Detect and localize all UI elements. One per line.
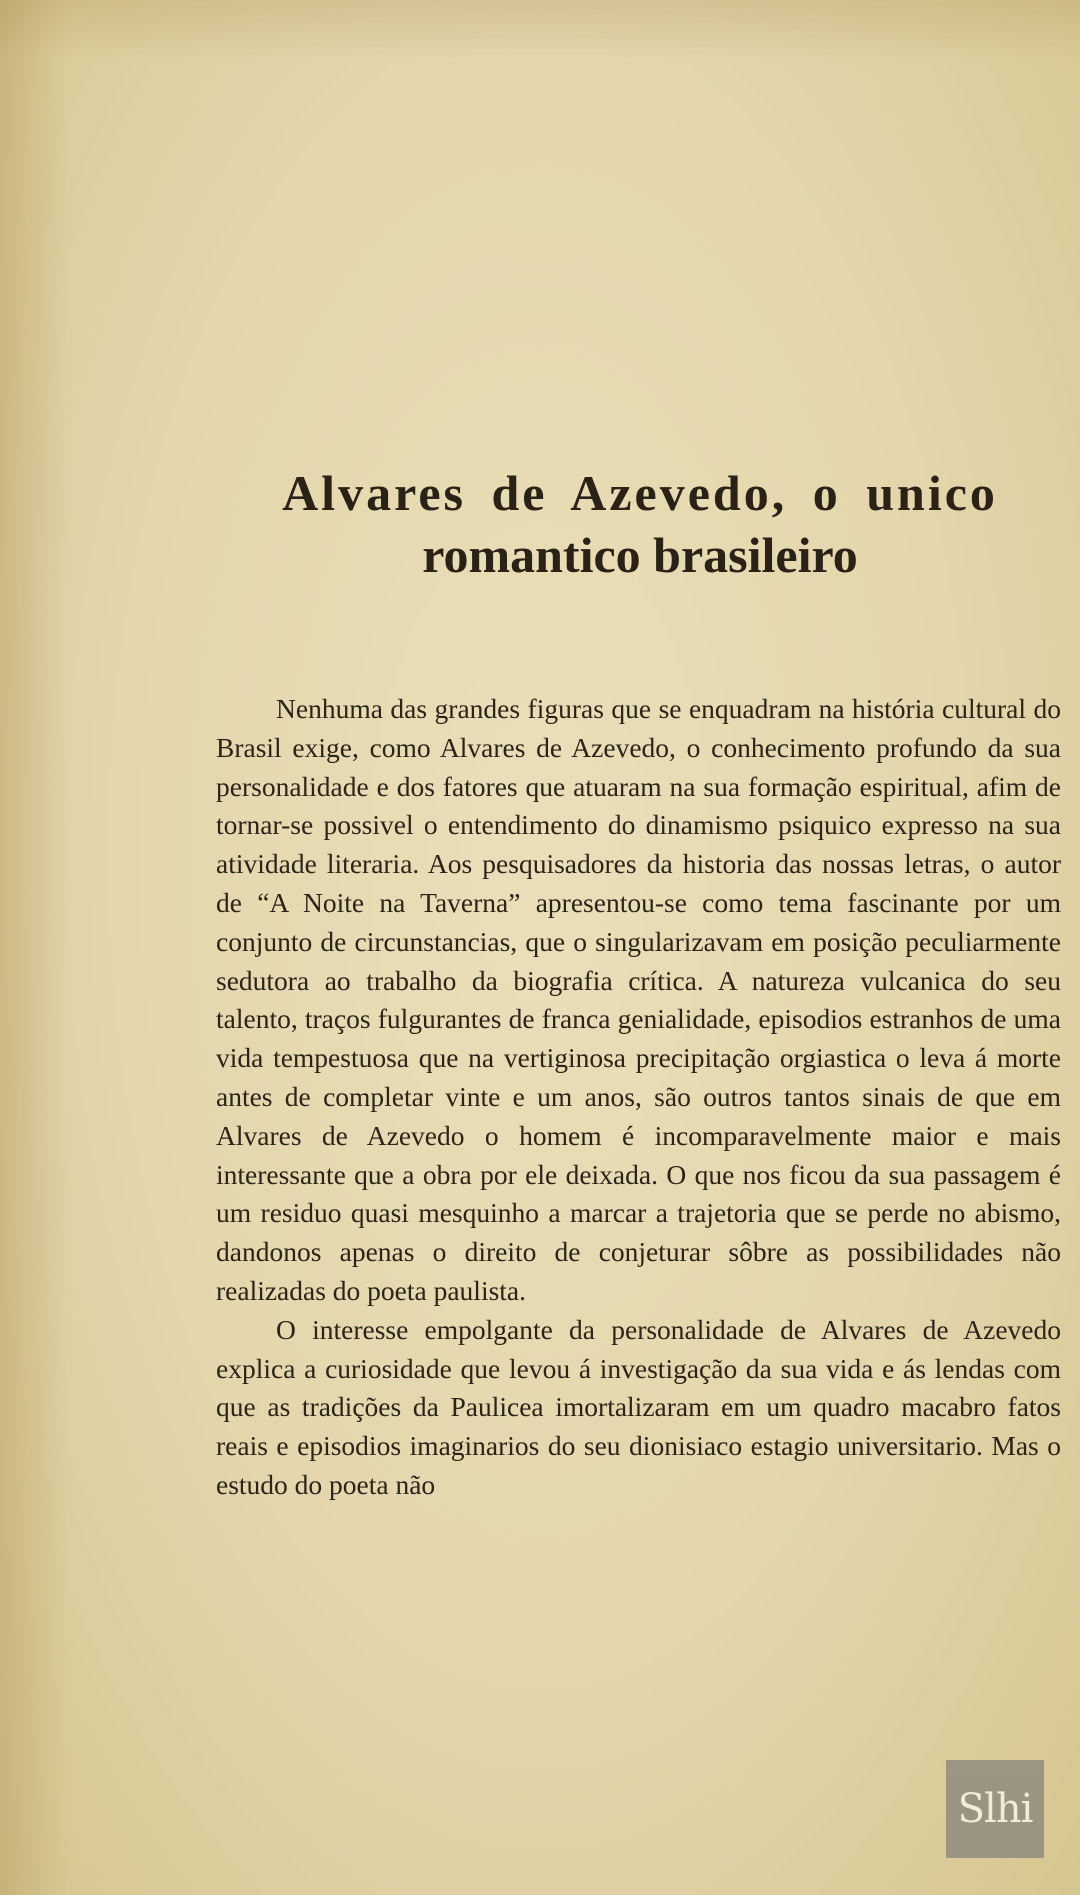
paragraph-1: Nenhuma das grandes figuras que se enquadram na história cultural do Brasil exige, como Alvares de Azevedo, o conhecimento profundo da sua personalidade e dos fatores que atuaram na sua formação espiritual, afim de tornar-se possivel o entendimento do dinamismo psiquico expresso na sua atividade literaria. Aos pesquisadores da historia das nossas letras, o autor de “A Noite na Taverna” apresentou-se como tema fascinante por um conjunto de circunstancias, que o singularizavam em posição peculiarmente sedutora ao trabalho da biografia crítica. A natureza vulcanica do seu talento, traços fulgurantes de franca genialidade, episodios estranhos de uma vida tempestuosa que na vertiginosa precipitação orgiastica o leva á morte antes de completar vinte e um anos, são outros tantos sinais de que em Alvares de Azevedo o homem é incomparavelmente maior e mais interessante que a obra por ele deixada. O que nos ficou da sua passagem é um residuo quasi mesquinho a marcar a trajetoria que se perde no abismo, dandonos apenas o direito de conjeturar sôbre as possibilidades não realizadas do poeta paulista. — [216, 693, 1061, 1306]
paragraph-2: O interesse empolgante da personalidade de Alvares de Azevedo explica a curiosidade que levou á investigação da sua vida e ás lendas com que as tradições da Paulicea imortalizaram em um quadro macabro fatos reais e episodios imaginarios do seu dionisiaco estagio universitario. Mas o estudo do poeta não — [216, 1313, 1061, 1500]
chapter-title-line-2: romantico brasileiro — [422, 527, 858, 583]
page-edge-shadow-top — [0, 0, 1080, 60]
chapter-title — [210, 462, 1070, 586]
chapter-title-line-1: Alvares de Azevedo, o unico — [282, 465, 998, 521]
library-logo-watermark: Slhi — [946, 1760, 1044, 1858]
page-edge-shadow-left — [0, 0, 70, 1895]
body-text — [216, 690, 1061, 1505]
